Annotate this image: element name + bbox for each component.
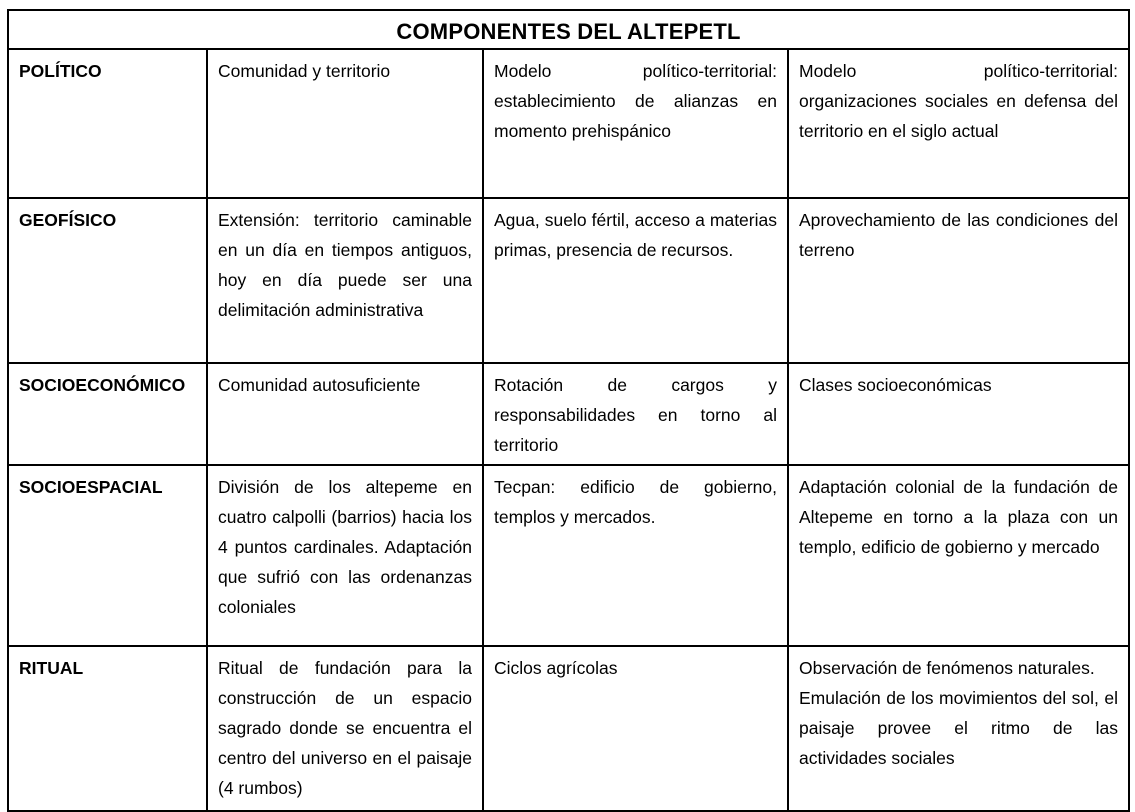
cell-socioespacial-col2: Tecpan: edificio de gobierno, templos y mercados. [483,465,788,646]
table-row [8,646,1129,811]
cell-socioespacial-col1: División de los altepeme en cuatro calpolli (barrios) hacia los 4 puntos cardinales. Adaptación que sufrió con las ordenanzas coloniales [207,465,483,646]
cell-socioeconomico-col1: Comunidad autosuficiente [207,363,483,465]
cell-ritual-col3-para1: Observación de fenómenos naturales. [799,658,1095,678]
cell-geofisico-col3: Aprovechamiento de las condiciones del terreno [788,198,1129,363]
cell-ritual-col3-para2: Emulación de los movimientos del sol, el paisaje provee el ritmo de las actividades sociales [799,688,1119,768]
cell-ritual-col1: Ritual de fundación para la construcción de un espacio sagrado donde se encuentra el centro del universo en el paisaje (4 rumbos) [207,646,483,811]
cell-geofisico-col1: Extensión: territorio caminable en un día en tiempos antiguos, hoy en día puede ser una delimitación administrativa [207,198,483,363]
row-label-socioespacial: SOCIOESPACIAL [8,465,207,646]
cell-socioespacial-col3: Adaptación colonial de la fundación de Altepeme en torno a la plaza con un templo, edificio de gobierno y mercado [788,465,1129,646]
cell-socioeconomico-col3: Clases socioeconómicas [788,363,1129,465]
cell-politico-col2: Modelo político-territorial: establecimiento de alianzas en momento prehispánico [483,49,788,198]
row-label-geofisico: GEOFÍSICO [8,198,207,363]
table-title: COMPONENTES DEL ALTEPETL [8,10,1129,49]
row-label-socioeconomico: SOCIOECONÓMICO [8,363,207,465]
cell-socioeconomico-col2: Rotación de cargos y responsabilidades en torno al territorio [483,363,788,465]
table-row [8,198,1129,363]
table-row [8,465,1129,646]
cell-geofisico-col2: Agua, suelo fértil, acceso a materias primas, presencia de recursos. [483,198,788,363]
cell-politico-col3: Modelo político-territorial: organizaciones sociales en defensa del territorio en el siglo actual [788,49,1129,198]
table-row [8,363,1129,465]
cell-ritual-col2: Ciclos agrícolas [483,646,788,811]
row-label-ritual: RITUAL [8,646,207,811]
cell-ritual-col3 [788,646,1129,811]
table-row [8,49,1129,198]
altepetl-components-table [7,9,1130,812]
cell-politico-col1: Comunidad y territorio [207,49,483,198]
row-label-politico: POLÍTICO [8,49,207,198]
